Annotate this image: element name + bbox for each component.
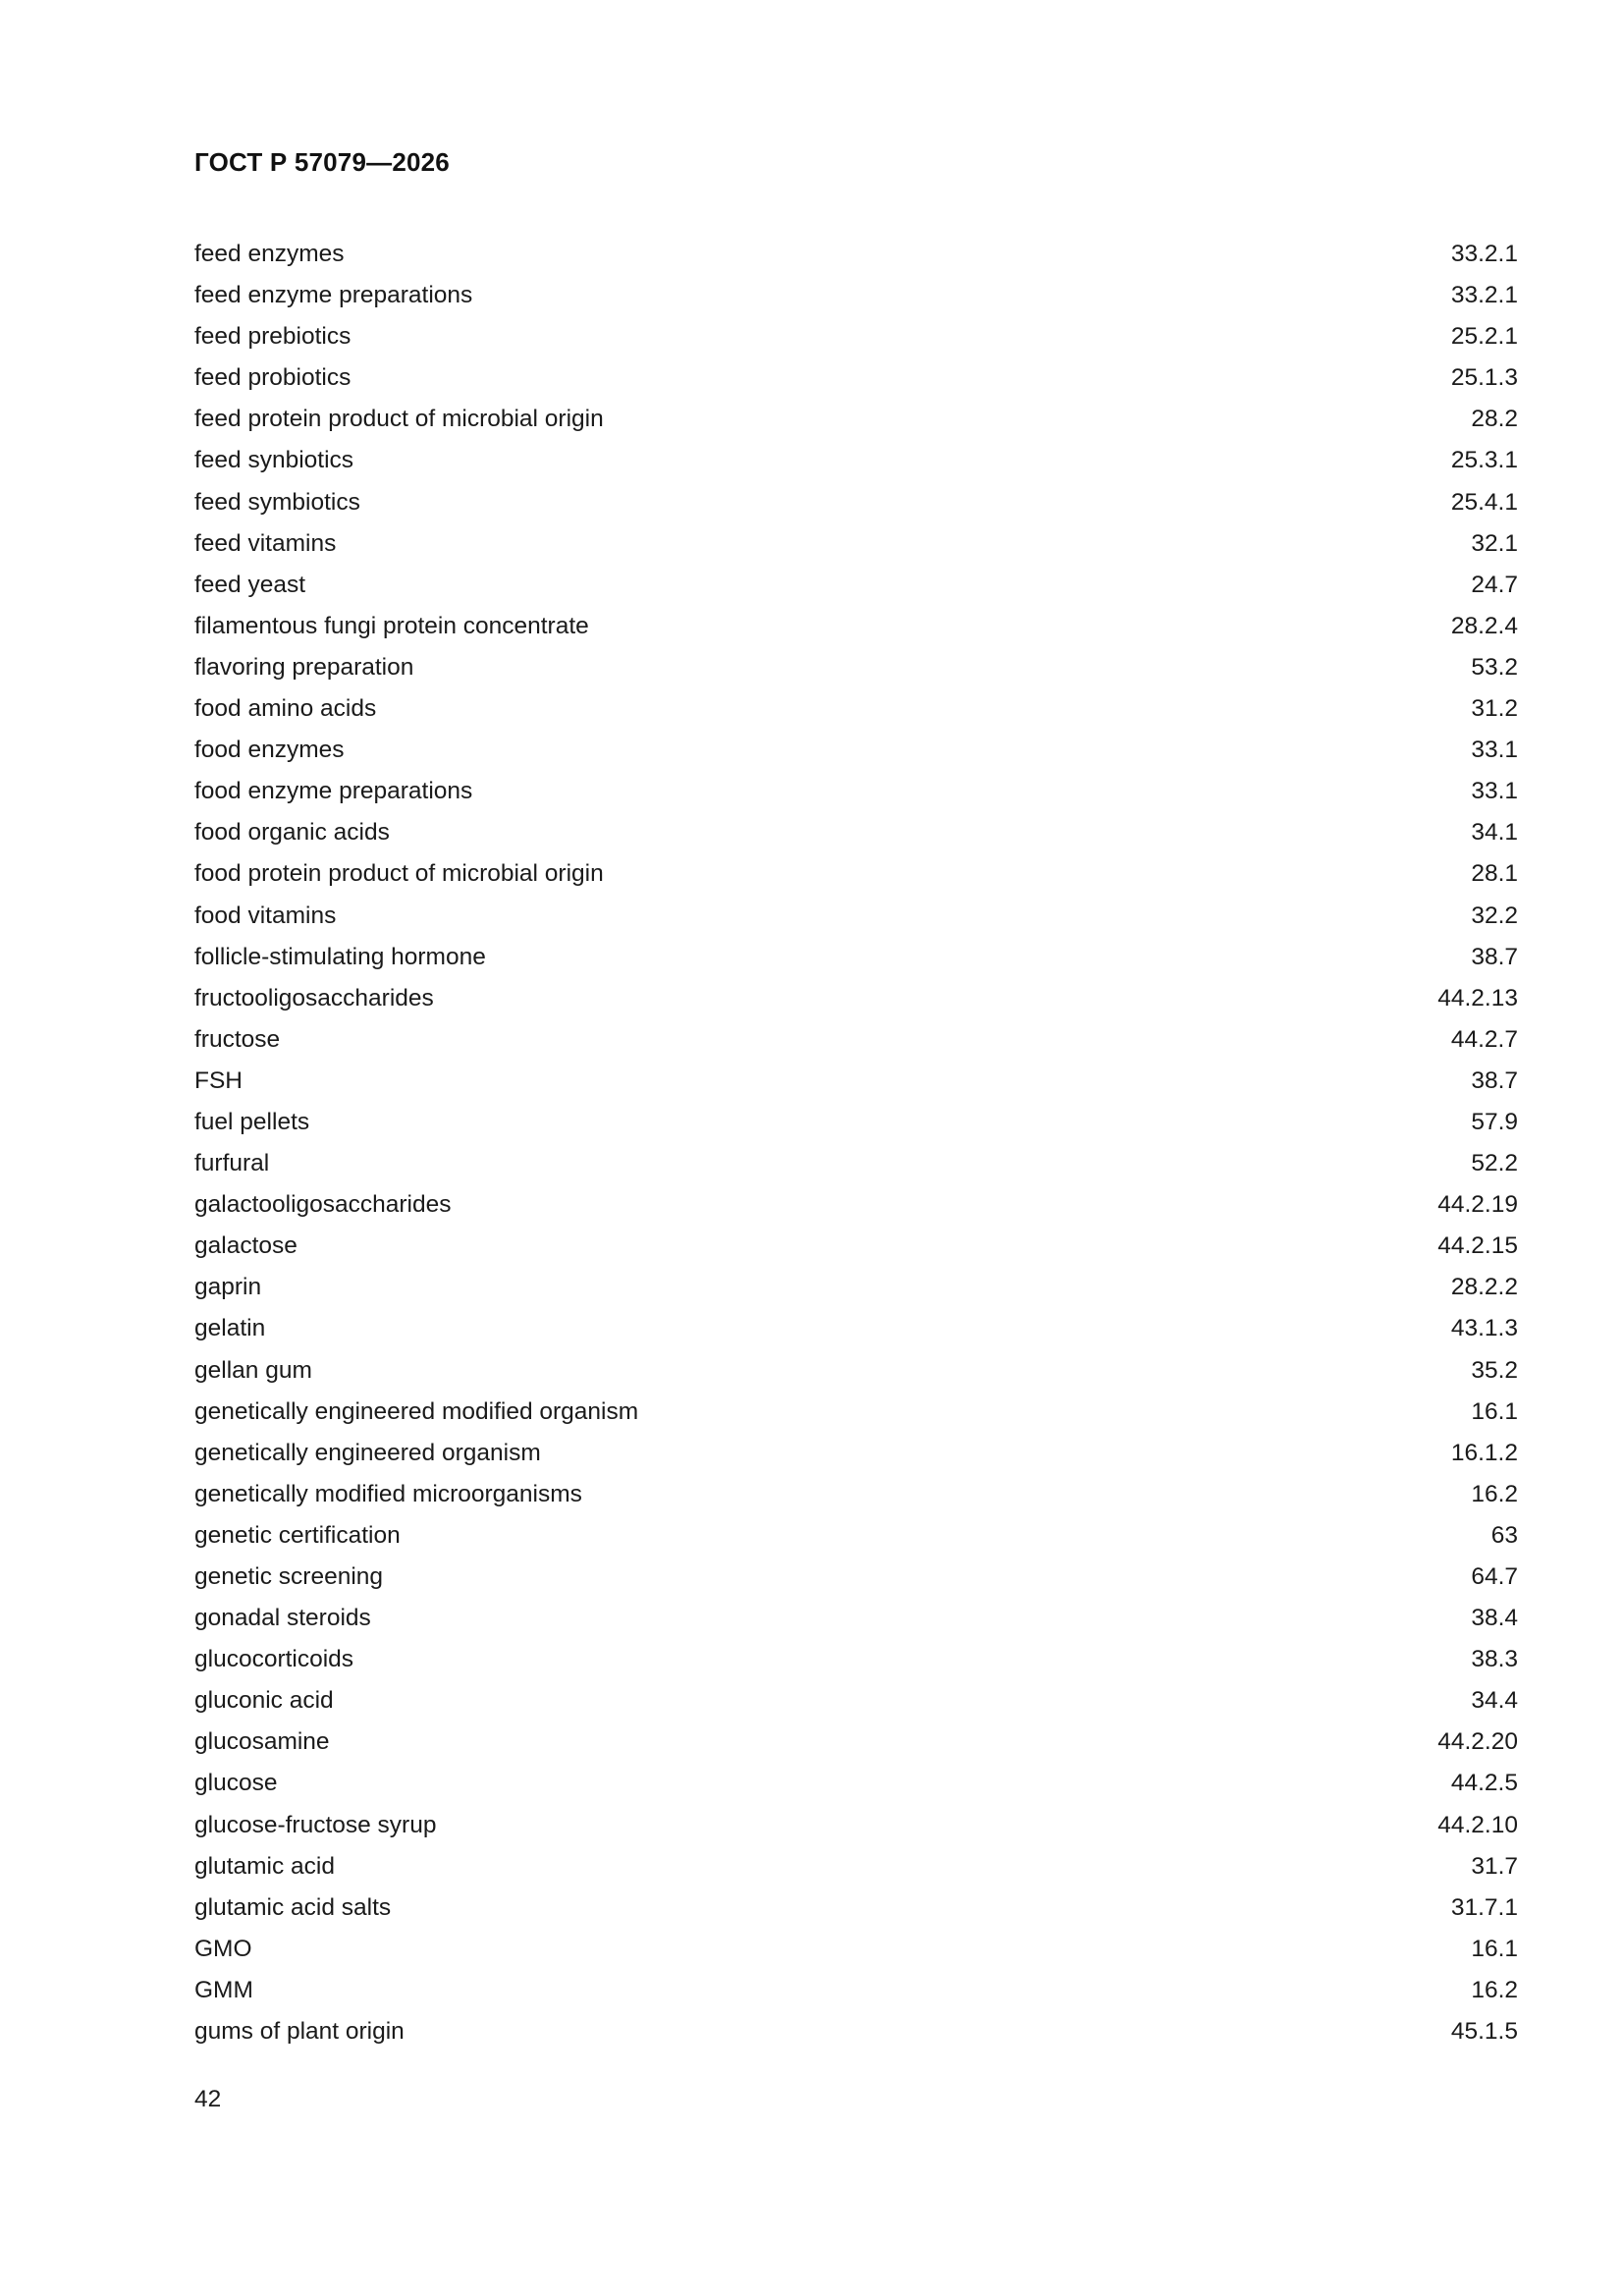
index-entry [194, 1846, 1518, 1887]
index-reference: 35.2 [1471, 1356, 1518, 1384]
index-entry [194, 1350, 1518, 1392]
index-entry [194, 647, 1518, 688]
index-reference: 34.4 [1471, 1687, 1518, 1715]
index-entry [194, 896, 1518, 937]
index-reference: 28.2.4 [1450, 612, 1518, 639]
index-reference: 16.2 [1471, 1976, 1518, 2003]
index-term: gums of plant origin [194, 2018, 405, 2046]
index-entry [194, 1639, 1518, 1680]
index-entry [194, 1970, 1518, 2011]
index-reference: 33.1 [1471, 778, 1518, 805]
index-entry [194, 399, 1518, 440]
index-entry [194, 1722, 1518, 1763]
index-term: feed symbiotics [194, 488, 360, 516]
index-term: furfural [194, 1150, 270, 1177]
index-reference: 57.9 [1471, 1108, 1518, 1135]
index-term: fuel pellets [194, 1108, 310, 1135]
index-term: FSH [194, 1066, 243, 1094]
index-term: gelatin [194, 1315, 266, 1342]
index-reference: 31.2 [1471, 695, 1518, 723]
index-reference: 25.1.3 [1450, 364, 1518, 392]
index-entry [194, 1102, 1518, 1143]
index-entry [194, 1929, 1518, 1970]
index-entry [194, 1805, 1518, 1846]
index-entry [194, 440, 1518, 481]
index-reference: 31.7 [1471, 1852, 1518, 1880]
index-entry [194, 937, 1518, 978]
index-term: food vitamins [194, 902, 337, 929]
index-reference: 53.2 [1471, 653, 1518, 681]
index-term: genetically engineered modified organism [194, 1397, 639, 1425]
index-entry [194, 1474, 1518, 1515]
index-entry [194, 2011, 1518, 2052]
index-entry [194, 1392, 1518, 1433]
index-reference: 44.2.19 [1437, 1191, 1518, 1219]
index-entry [194, 1308, 1518, 1349]
index-entry [194, 357, 1518, 399]
index-term: gonadal steroids [194, 1605, 371, 1632]
index-entry [194, 771, 1518, 812]
index-term: glucocorticoids [194, 1646, 354, 1673]
index-entry [194, 1061, 1518, 1102]
index-reference: 16.1 [1471, 1397, 1518, 1425]
index-reference: 28.1 [1471, 860, 1518, 888]
index-reference: 38.4 [1471, 1605, 1518, 1632]
index-term: food organic acids [194, 819, 390, 847]
index-reference: 63 [1490, 1521, 1518, 1549]
index-entry [194, 730, 1518, 771]
index-entry [194, 1680, 1518, 1722]
index-entry [194, 1598, 1518, 1639]
index-entry [194, 812, 1518, 853]
index-entry [194, 316, 1518, 357]
index-reference: 64.7 [1471, 1563, 1518, 1590]
index-term: gellan gum [194, 1356, 312, 1384]
index-term: feed prebiotics [194, 323, 352, 351]
index-term: fructooligosaccharides [194, 984, 434, 1011]
index-reference: 38.3 [1471, 1646, 1518, 1673]
index-reference: 33.2.1 [1450, 241, 1518, 267]
index-reference: 34.1 [1471, 819, 1518, 847]
index-reference: 44.2.5 [1450, 1770, 1518, 1797]
index-entry [194, 482, 1518, 523]
index-term: feed probiotics [194, 364, 352, 392]
index-term: galactose [194, 1232, 298, 1260]
index-entry [194, 688, 1518, 730]
index-term: gluconic acid [194, 1687, 334, 1715]
index-reference: 45.1.5 [1450, 2018, 1518, 2046]
index-entry [194, 565, 1518, 606]
index-reference: 33.1 [1471, 737, 1518, 764]
index-reference: 25.2.1 [1450, 323, 1518, 351]
index-reference: 52.2 [1471, 1150, 1518, 1177]
index-term: glutamic acid [194, 1852, 335, 1880]
index-reference: 16.1.2 [1450, 1439, 1518, 1466]
document-header-title: ГОСТ Р 57079—2026 [194, 147, 450, 177]
index-term: fructose [194, 1025, 281, 1053]
index-entry [194, 1184, 1518, 1226]
index-term: glucose [194, 1770, 278, 1797]
index-reference: 44.2.15 [1437, 1232, 1518, 1260]
index-reference: 28.2.2 [1450, 1274, 1518, 1301]
index-term: genetic certification [194, 1521, 401, 1549]
index-term: feed yeast [194, 571, 306, 598]
page-number: 42 [194, 2086, 222, 2112]
index-reference: 25.4.1 [1450, 488, 1518, 516]
index-term: flavoring preparation [194, 653, 414, 681]
index-reference: 43.1.3 [1450, 1315, 1518, 1342]
index-reference: 24.7 [1471, 571, 1518, 598]
index-term: GMM [194, 1976, 253, 2003]
index-entry [194, 1557, 1518, 1598]
index-reference: 38.7 [1471, 1066, 1518, 1094]
index-reference: 16.2 [1471, 1480, 1518, 1507]
index-term: food enzyme preparations [194, 778, 473, 805]
index-entry [194, 1019, 1518, 1061]
alphabetical-index-list [194, 234, 1518, 2052]
index-reference: 44.2.13 [1437, 984, 1518, 1011]
index-reference: 25.3.1 [1450, 447, 1518, 474]
index-term: food protein product of microbial origin [194, 860, 604, 888]
index-term: food enzymes [194, 737, 345, 764]
index-term: glutamic acid salts [194, 1893, 392, 1921]
index-entry [194, 234, 1518, 275]
index-term: feed enzyme preparations [194, 282, 473, 309]
index-term: feed enzymes [194, 241, 345, 267]
index-term: glucose-fructose syrup [194, 1811, 437, 1838]
index-entry [194, 1433, 1518, 1474]
index-entry [194, 606, 1518, 647]
index-term: genetically modified microorganisms [194, 1480, 582, 1507]
index-term: GMO [194, 1935, 252, 1962]
index-term: feed synbiotics [194, 447, 354, 474]
index-reference: 44.2.7 [1450, 1025, 1518, 1053]
index-term: genetic screening [194, 1563, 384, 1590]
index-entry [194, 1143, 1518, 1184]
index-term: glucosamine [194, 1728, 330, 1756]
index-entry [194, 1226, 1518, 1267]
index-entry [194, 1515, 1518, 1557]
index-reference: 33.2.1 [1450, 282, 1518, 309]
index-entry [194, 1267, 1518, 1308]
index-entry [194, 523, 1518, 565]
index-term: filamentous fungi protein concentrate [194, 612, 589, 639]
index-reference: 44.2.10 [1437, 1811, 1518, 1838]
index-entry [194, 853, 1518, 895]
index-entry [194, 1887, 1518, 1929]
index-reference: 31.7.1 [1450, 1893, 1518, 1921]
index-reference: 38.7 [1471, 943, 1518, 970]
index-reference: 32.2 [1471, 902, 1518, 929]
index-reference: 16.1 [1471, 1935, 1518, 1962]
index-entry [194, 275, 1518, 316]
index-reference: 28.2 [1471, 406, 1518, 433]
index-entry [194, 978, 1518, 1019]
index-entry [194, 1763, 1518, 1804]
index-term: genetically engineered organism [194, 1439, 541, 1466]
index-term: gaprin [194, 1274, 262, 1301]
index-term: follicle-stimulating hormone [194, 943, 486, 970]
index-reference: 44.2.20 [1437, 1728, 1518, 1756]
index-term: galactooligosaccharides [194, 1191, 452, 1219]
index-reference: 32.1 [1471, 529, 1518, 557]
index-term: feed vitamins [194, 529, 337, 557]
index-term: feed protein product of microbial origin [194, 406, 604, 433]
index-term: food amino acids [194, 695, 377, 723]
